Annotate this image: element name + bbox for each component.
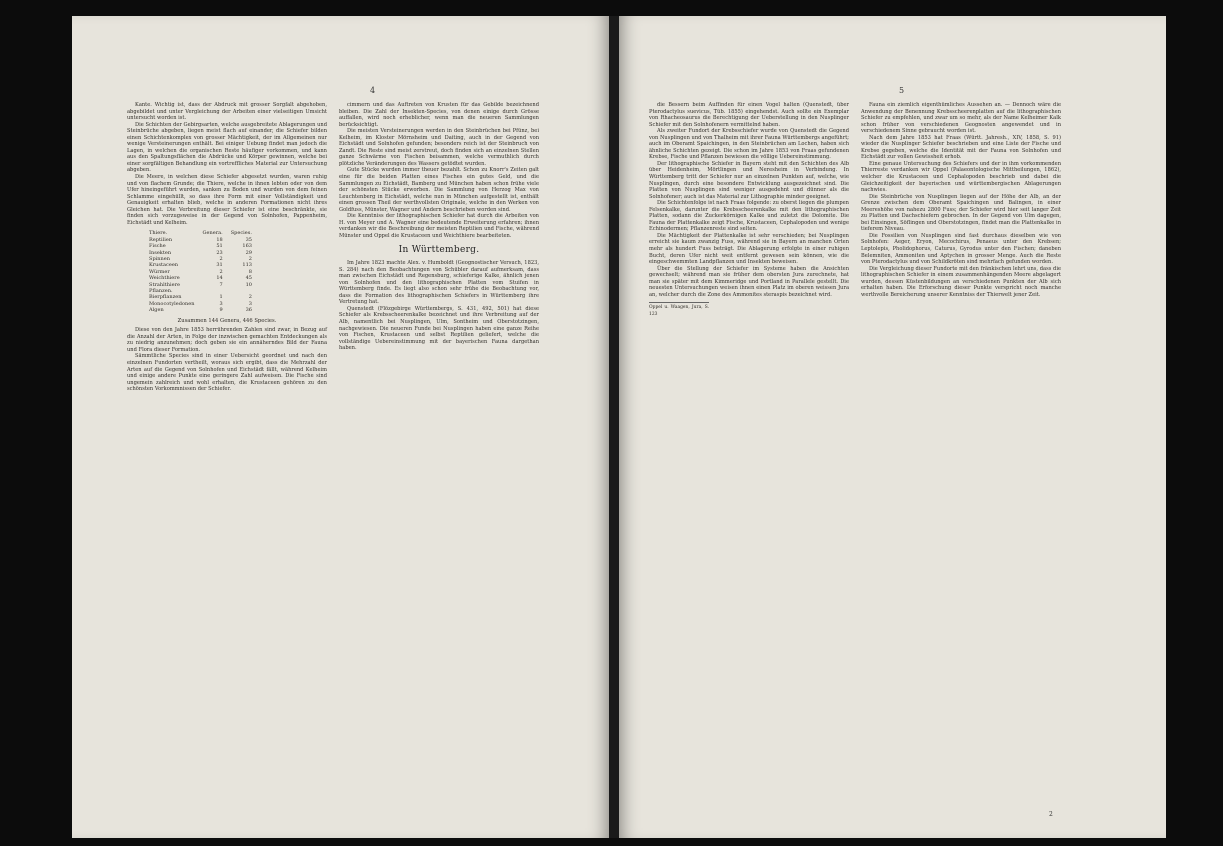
table-cell: 29 xyxy=(245,249,252,256)
table-cell: 31 xyxy=(216,262,223,269)
paragraph: Gute Stücke wurden immer theuer bezahlt. Schon zu Knorr's Zeiten galt eine für die beiden Platten eines Fisches ein gutes Geld, und die Sammlungen zu Eichstädt, Bamberg und München haben schon frühe viele der schönsten Stücke erworben. Die Sammlung von Herzog Max von Leuchtenberg in Eichstädt, welche nun in München aufgestellt ist, enthält einen grossen Theil der werthvollsten Originale, welche in den Werken von Goldfuss, Münster, Wagner und Andern beschrieben worden sind. xyxy=(339,167,539,213)
table-cell: 2 xyxy=(248,256,252,263)
right-column-1 xyxy=(649,102,849,319)
book-spread xyxy=(72,16,1166,838)
table-cell: Reptilien xyxy=(149,236,173,243)
paragraph: Kante. Wichtig ist, dass der Abdruck mit grosser Sorgfalt abgehoben, abgebildet und unter Vergleichung der Arbeiten einer vielseitigen Umsicht untersucht worden ist. xyxy=(127,102,327,122)
left-column-2 xyxy=(339,102,539,352)
table-cell: 2 xyxy=(219,268,223,275)
table-cell: 10 xyxy=(245,281,252,288)
paragraph: Die Kenntniss der lithographischen Schiefer hat durch die Arbeiten von H. von Meyer und A. Wagner eine bedeutende Erweiterung erfahren; ihnen verdanken wir die Beschreibung der meisten Reptilien und Fische, während Münster und Oppel die Krustaceen und Weichthiere bearbeiteten. xyxy=(339,213,539,239)
column-header: Genera. xyxy=(202,230,223,237)
table-cell: 23 xyxy=(216,249,223,256)
column-header: Thiere. xyxy=(149,230,168,237)
column-header: Species. xyxy=(230,230,252,237)
table-cell: 35 xyxy=(245,236,252,243)
paragraph: Die Mächtigkeit der Plattenkalke ist sehr verschieden; bei Nusplingen erreicht sie kaum zwanzig Fuss, während sie in Bayern an manchen Orten mehr als hundert Fuss beträgt. Die Ablagerung erfolgte in einer ruhigen Bucht, deren Ufer nicht weit entfernt gewesen sein können, wie die eingeschwemmten Landpflanzen und Insekten beweisen. xyxy=(649,232,849,266)
table-cell: 51 xyxy=(216,243,223,250)
footnote: Oppel u. Waagen, Jura, S. 123 xyxy=(649,302,709,318)
paragraph: Sämmtliche Species sind in einer Uebersicht geordnet und nach den einzelnen Fundorten vertheilt, woraus sich ergibt, dass die Mehrzahl der Arten auf die Gegend von Solnhofen und Eichstädt fällt, während Kelheim und einige andere Punkte eine geringere Zahl aufweisen. Die Fische sind ungemein zahlreich und wohl erhalten, die Krustaceen gehören zu den schönsten Vorkommnissen der Schiefer. xyxy=(127,353,327,393)
table-cell: 18 xyxy=(216,236,223,243)
table-cell: Spinnen xyxy=(149,256,170,263)
paragraph: Nach dem Jahre 1853 hat Fraas (Württ. Jahresh., XIV, 1858, S. 91) wieder die Nusplinger Schiefer beschrieben und eine Liste der Fische und Krebse gegeben, welche die Identität mit der Fauna von Solnhofen und Eichstädt zur vollen Gewissheit erhob. xyxy=(861,134,1061,161)
paragraph: Diese von den Jahre 1853 herrührenden Zahlen sind zwar, in Bezug auf die Anzahl der Arten, in Folge der inzwischen gemachten Entdeckungen als zu niedrig anzunehmen; doch geben sie ein annäherndes Bild der Fauna und Flora dieser Formation. xyxy=(127,327,327,353)
paragraph: Die Schichtenfolge ist nach Fraas folgende: zu oberst liegen die plumpen Felsenkalke, darunter die Krebsscheerenkalke mit den lithographischen Platten, sodann die Zuckerkörnigen Kalke und zuletzt die Dolomite. Die Fauna der Plattenkalke zeigt Fische, Krustaceen, Cephalopoden und wenige Echinodermen; Pflanzenreste sind selten. xyxy=(649,200,849,233)
paragraph: Fauna ein ziemlich eigenthümliches Aussehen an. — Dennoch wäre die Anwendung der Benennung Krebsscheerenplatten auf die lithographischen Schiefer zu empfehlen, und zwar um so mehr, als der Name Kelheimer Kalk schon früher von verschiedenen Geognosten angewendet und in verschiedenem Sinne gebraucht worden ist. xyxy=(861,102,1061,135)
table-cell: 45 xyxy=(245,275,252,282)
table-row xyxy=(145,307,256,313)
col1-text xyxy=(127,102,327,226)
paragraph: Eine genaue Untersuchung des Schiefers und der in ihm vorkommenden Thierreste verdanken wir Oppel (Palaeontologische Mittheilungen, 1862), welcher die Krustaceen und Cephalopoden beschrieb und dabei die Gleichzeitigkeit der bayerischen und württembergischen Ablagerungen nachwies. xyxy=(861,160,1061,194)
table-cell: Weichthiere xyxy=(149,275,180,282)
paragraph: Die Meere, in welchen diese Schiefer abgesetzt wurden, waren ruhig und von flachem Grunde; die Thiere, welche in ihnen lebten oder von dem Ufer hineingeführt wurden, sanken zu Boden und wurden von dem feinen Schlamme eingehüllt, so dass ihre Form mit einer Vollständigkeit und Genauigkeit erhalten blieb, welche in anderen Formationen nicht ihres Gleichen hat. Die Verbreitung dieser Schiefer ist eine beschränkte, sie finden sich vorzugsweise in der Gegend von Solnhofen, Pappenheim, Eichstädt und Kelheim. xyxy=(127,174,327,226)
table-cell: Krustaceen xyxy=(149,262,179,269)
paragraph: Über die Stellung der Schiefer im Systeme haben die Ansichten gewechselt; während man sie früher dem obersten Jura zurechnete, hat man sie später mit dem Kimmeridge und Portland in Parallele gestellt. Die neuesten Untersuchungen weisen ihnen einen Platz im oberen weissen Jura an, welcher durch die Zone des Ammonites steraspis bezeichnet wird. xyxy=(649,265,849,298)
table-cell: 9 xyxy=(219,307,223,314)
table-cell: Algen xyxy=(149,307,164,314)
fossil-count-table xyxy=(145,230,256,313)
table-cell: Würmer xyxy=(149,268,170,275)
section-heading: In Württemberg. xyxy=(398,245,480,256)
paragraph: die Bessern beim Auffinden für einen Vogel halten (Quenstedt, über Pterodactylus suevicus, Tüb. 1855) eingehendst. Auch sollte ein Exemplar von Rhacheosaurus die Berechtigung der Ueberstellung in den Nusplinger Schiefer mit den Solnhofenern vermittelnd haben. xyxy=(649,102,849,128)
left-column-1 xyxy=(127,102,327,393)
table-cell: Monocotyledonen xyxy=(149,300,195,307)
paragraph: Der lithographische Schiefer in Bayern steht mit den Schichten des Alb über Heidenheim, Mörtlingen und Neresheim in Verbindung. In Württemberg tritt der Schiefer nur an einzelnen Punkten auf, welche, wie Nusplingen, durch eine besondere Entwicklung ausgezeichnet sind. Die Platten von Nusplingen sind weniger ausgedehnt und dünner als die Solnhofener; auch ist das Material zur Lithographie minder geeignet. xyxy=(649,160,849,200)
table-cell: 113 xyxy=(242,262,252,269)
table-cell: 7 xyxy=(219,281,223,288)
paragraph: Die Vergleichung dieser Fundorte mit den fränkischen lehrt uns, dass die lithographischen Schiefer in einem zusammenhängenden Meere abgelagert wurden, dessen Küstenbildungen an verschiedenen Punkten der Alb sich erhalten haben. Die Erforschung dieser Punkte verspricht noch manche werthvolle Bereicherung unserer Kenntniss der Thierwelt jener Zeit. xyxy=(861,265,1061,298)
paragraph: Im Jahre 1823 machte Alex. v. Humboldt (Geognostischer Versuch, 1823, S. 284) nach den Beobachtungen von Schübler darauf aufmerksam, dass man zwischen Eichstädt und Regensburg, schieferige Kalke, ähnlich jenen von Solnhofen und den lithographischen Platten vom Stuifen in Württemberg finde. Es liegt also schon sehr frühe die Beobachtung vor, dass die Formation des lithographischen Schiefers in Württemberg ihre Vertretung hat. xyxy=(339,260,539,306)
paragraph: Die Schichten der Gebirgsarten, welche ausgebreitete Ablagerungen und Steinbrüche abgeben, liegen meist flach auf einander, die Schiefer bilden einen Schichtenkomplex von grosser Mächtigkeit, der im Allgemeinen nur wenige Versteinerungen enthält. Bei einiger Uebung findet man jedoch die Lagen, in welchen die organischen Reste häufiger vorkommen, und kann aus den Spaltungsflächen die Abdrücke und Körper gewinnen, welche bei einer sorgfältigen Behandlung ein vortreffliches Material zur Untersuchung abgeben. xyxy=(127,121,327,174)
paragraph: Die meisten Versteinerungen werden in den Steinbrüchen bei Pfünz, bei Kelheim, im Kloster Mörnsheim und Daiting, auch in der Gegend von Eichstädt und Solnhofen gefunden; besonders reich ist der Steinbruch von Zandt. Die Reste sind meist zerstreut, doch finden sich an einzelnen Stellen ganze Schwärme von Fischen beisammen, welche vermuthlich durch plötzliche Veränderungen des Wassers getödtet wurden. xyxy=(339,128,539,167)
page-number: 4 xyxy=(370,86,376,95)
table-cell: 3 xyxy=(248,300,252,307)
paragraph: Als zweiter Fundort der Krebsschiefer wurde von Quenstedt die Gegend von Nusplingen und von Thalheim mit ihrer Fauna Württembergs angeführt; auch im Oberamt Spaichingen, in den Steinbrüchen am Lochen, haben sich ähnliche Schichten gezeigt. Die schon im Jahre 1853 von Fraas gefundenen Krebse, Fische und Pflanzen bewiesen die völlige Uebereinstimmung. xyxy=(649,128,849,161)
table-total: Zusammen 144 Genera, 446 Species. xyxy=(177,317,277,324)
table-cell: 14 xyxy=(216,275,223,282)
right-page xyxy=(619,16,1166,838)
table-cell: 36 xyxy=(245,307,252,314)
table-cell: Insekten xyxy=(149,249,172,256)
plants-subheader: Pflanzen. xyxy=(149,288,173,295)
table-cell: Strahlthiere xyxy=(149,281,181,288)
paragraph: Quenstedt (Flözgebirge Württembergs, S. 431, 492, 501) hat diese Schiefer als Krebsscheerenkalke bezeichnet und ihre Verbreitung auf der Alb, namentlich bei Nusplingen, Ulm, Sontheim und Oberstotzingen, nachgewiesen. Die neueren Funde bei Nusplingen haben eine ganze Reihe von Fischen, Krustaceen und selbst Reptilien geliefert, welche die vollständige Uebereinstimmung mit der bayerischen Fauna dargethan haben. xyxy=(339,305,539,352)
table-cell: Fische xyxy=(149,243,166,250)
table-cell: 163 xyxy=(242,243,252,250)
paragraph: cimmern und das Auftreten von Krusten für das Gebilde bezeichnend bleiben. Die Zahl der Insekten-Species, von denen einige durch Grösse auffallen, wird noch erheblicher, wenn man die neueren Sammlungen berücksichtigt. xyxy=(339,102,539,128)
table-cell: 2 xyxy=(219,256,223,263)
table-cell: 2 xyxy=(248,294,252,301)
right-column-2 xyxy=(861,102,1061,298)
paragraph: Die Fossilien von Nusplingen sind fast durchaus dieselben wie von Solnhofen: Aeger, Eryon, Mecochirus, Penaeus unter den Krebsen; Leptolepis, Pholidophorus, Caturus, Gyrodus unter den Fischen; daneben Belemniten, Ammoniten und Aptychen in grosser Menge. Auch die Reste von Pterodactylus und von Schildkröten sind mehrfach gefunden worden. xyxy=(861,232,1061,266)
left-page xyxy=(72,16,609,838)
table-cell: 8 xyxy=(248,268,252,275)
page-number: 5 xyxy=(899,86,905,95)
table-cell: 3 xyxy=(219,300,223,307)
book-gutter xyxy=(609,16,619,838)
table-cell: 1 xyxy=(219,294,223,301)
signature-mark: 2 xyxy=(1049,811,1053,818)
paragraph: Die Steinbrüche von Nusplingen liegen auf der Höhe der Alb, an der Grenze zwischen dem Oberamt Spaichingen und Balingen, in einer Meereshöhe von nahezu 2800 Fuss; der Schiefer wird hier seit langer Zeit zu Platten und Dachschiefern gebrochen. In der Gegend von Ulm dagegen, bei Einsingen, Söflingen und Oberstotzingen, findet man die Plattenkalke in tieferem Niveau. xyxy=(861,193,1061,233)
table-cell: Bierpflanzen xyxy=(149,294,182,301)
